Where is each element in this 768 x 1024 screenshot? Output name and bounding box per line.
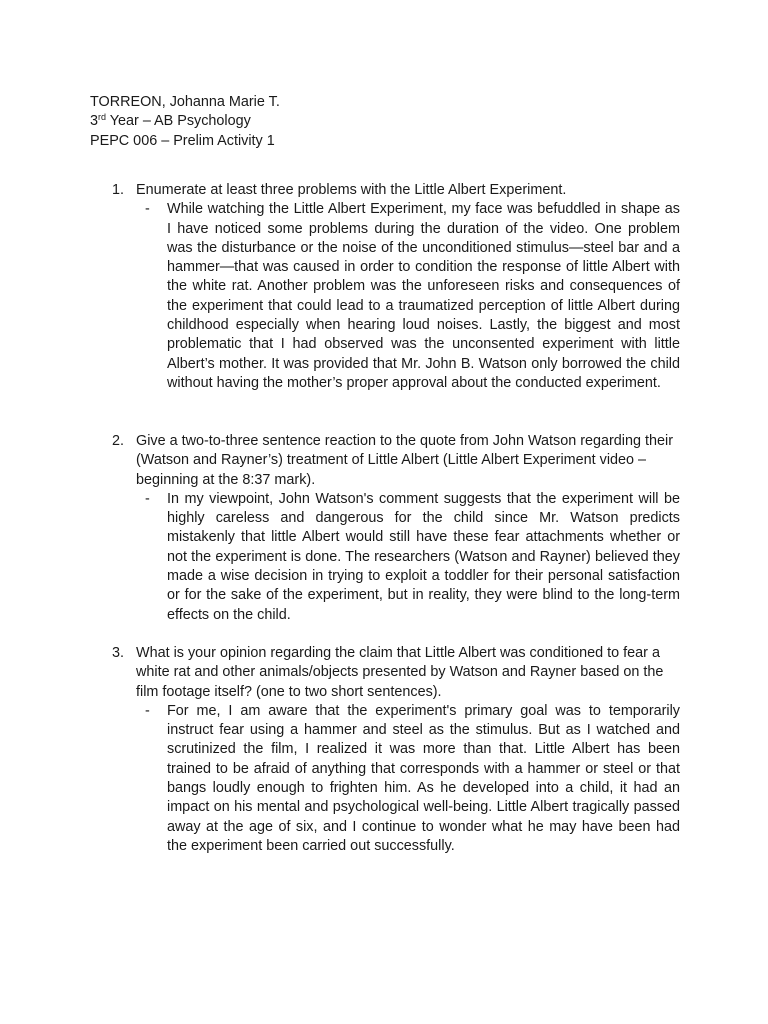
student-year — [90, 112, 280, 131]
answer-bullet: - — [145, 201, 150, 218]
question-prompt: Give a two-to-three sentence reaction to the quote from John Watson regarding their (Watson and Rayner’s) treatment of Little Albert (Little Albert Experiment video – beginning at the 8:37 mark). — [136, 433, 674, 488]
year-number: 3 — [90, 113, 99, 130]
question-prompt: Enumerate at least three problems with the Little Albert Experiment. — [136, 182, 567, 198]
question-item — [112, 644, 680, 856]
year-program: Year – AB Psychology — [106, 113, 251, 130]
answer-text: For me, I am aware that the experiment's primary goal was to temporarily instruct fear using a hammer and steel as the stimulus. But as I watched and scrutinized the film, I realized it was more than that. Little Albert has been trained to be afraid of anything that corresponds with a hammer or steel or that bangs loudly enough to frighten him. As he developed into a child, it had an impact on his mental and psychological well-being. Little Albert tragically passed away at the age of six, and I continue to wonder what he may have been had the experiment been carried out successfully. — [167, 702, 680, 854]
answer-text: In my viewpoint, John Watson's comment suggests that the experiment will be highly careless and dangerous for the child since Mr. Watson predicts mistakenly that little Albert would still have these fear attachments whether or not the experiment is done. The researchers (Watson and Rayner) believed they made a wise decision in trying to exploit a toddler for their personal satisfaction or for the sake of the experiment, but in reality, they were blind to the long-term effects on the child. — [167, 490, 680, 623]
question-number: 2. — [112, 433, 125, 449]
student-header — [90, 93, 280, 151]
student-name: TORREON, Johanna Marie T. — [90, 94, 280, 110]
question-prompt: What is your opinion regarding the claim that Little Albert was conditioned to fear a white rat and other animals/objects presented by Watson and Rayner based on the film footage itself? (one to two short sentences). — [136, 645, 664, 700]
course-activity: PEPC 006 – Prelim Activity 1 — [90, 132, 275, 149]
answer-text: While watching the Little Albert Experiment, my face was befuddled in shape as I have noticed some problems during the duration of the video. One problem was the disturbance or the noise of the unconditioned stimulus—steel bar and a hammer—that was caused in order to condition the response of little Albert with the white rat. Another problem was the unforeseen risks and consequences of the experiment that could lead to a traumatized perception of little Albert during childhood especially when hearing loud noises. Lastly, the biggest and most problematic that I had observed was the unconsented experiment with little Albert’s mother. It was provided that Mr. John B. Watson only borrowed the child without having the mother’s proper approval about the conducted experiment. — [167, 201, 680, 391]
question-item — [112, 181, 680, 393]
answer-bullet: - — [145, 702, 150, 719]
year-ordinal: rd — [98, 112, 107, 123]
question-number: 3. — [112, 645, 125, 661]
question-number: 1. — [112, 182, 125, 198]
question-item — [112, 432, 680, 625]
answer-bullet: - — [145, 490, 150, 507]
